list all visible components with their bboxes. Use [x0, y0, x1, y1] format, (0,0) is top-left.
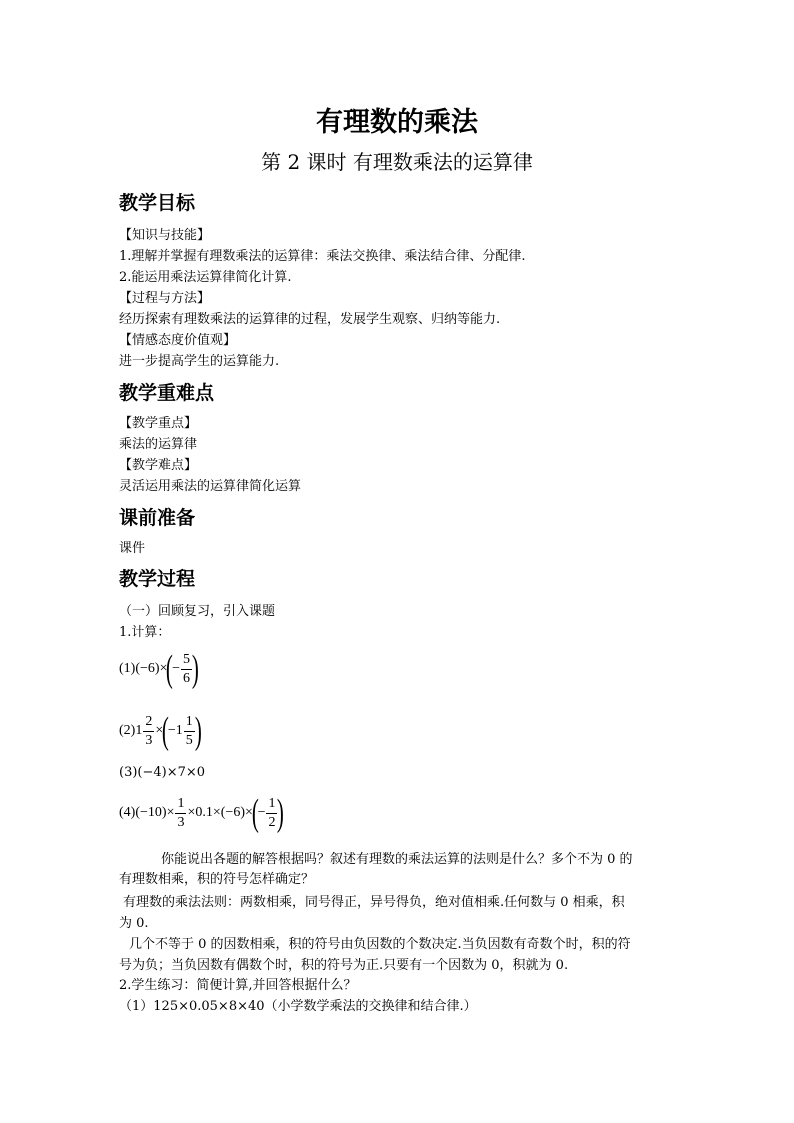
sign-rule-line-1: 几个不等于 0 的因数相乘，积的符号由负因数的个数决定.当负因数有奇数个时，积的符 [129, 937, 631, 952]
right-paren: ) [191, 648, 199, 690]
heading-preparation: 课前准备 [119, 507, 196, 529]
fraction [175, 797, 186, 830]
fraction [266, 797, 277, 830]
exercise-4 [119, 792, 283, 834]
numerator: 5 [181, 653, 192, 670]
sign-rule-line-2: 号为负；当负因数有偶数个时，积的符号为正.只要有一个因数为 0，积就为 0. [119, 958, 569, 973]
left-paren: ( [166, 648, 174, 690]
exercise-index: (4) [119, 805, 136, 820]
heading-objectives: 教学目标 [119, 192, 196, 214]
rule-line-1: 有理数的乘法法则：两数相乘，同号得正，异号得负，绝对值相乘.任何数与 0 相乘，积 [123, 895, 625, 910]
focus-label: 【教学重点】 [119, 416, 198, 431]
page-title: 有理数的乘法 [316, 107, 478, 138]
numerator: 1 [175, 797, 186, 814]
exercise-index: (2) [119, 723, 136, 738]
page-subtitle: 第 2 课时 有理数乘法的运算律 [261, 150, 533, 174]
minus-sign: − [257, 805, 266, 820]
process-label: 【过程与方法】 [119, 291, 211, 306]
whole-part: 1 [175, 723, 183, 738]
factor: (−6) [135, 661, 160, 676]
exercise-3: (3)(−4)×7×0 [119, 765, 206, 780]
calc-label: 1.计算： [119, 625, 171, 640]
preparation-text: 课件 [119, 541, 146, 556]
times-sign: × [245, 805, 253, 820]
numerator: 1 [184, 715, 195, 732]
times-sign: × [159, 661, 168, 676]
factor: (−10) [135, 805, 167, 820]
knowledge-label: 【知识与技能】 [119, 228, 211, 243]
mixed-number [176, 715, 196, 748]
left-paren: ( [162, 710, 170, 752]
difficulty-text: 灵活运用乘法的运算律简化运算 [119, 479, 302, 494]
question-line-1: 你能说出各题的解答根据吗？叙述有理数的乘法运算的法则是什么？多个不为 0 的 [161, 852, 633, 867]
right-paren: ) [194, 710, 202, 752]
right-paren: ) [277, 792, 285, 834]
exercise-index: (1) [119, 661, 136, 676]
minus-sign: − [167, 723, 176, 738]
denominator: 3 [177, 814, 185, 830]
denominator: 3 [145, 732, 153, 748]
difficulty-label: 【教学难点】 [119, 458, 198, 473]
exercise-1 [119, 648, 198, 690]
denominator: 2 [268, 814, 276, 830]
fraction [181, 653, 192, 686]
mixed-number [135, 715, 155, 748]
minus-sign: − [172, 661, 181, 676]
times-sign: × [155, 723, 164, 738]
emotion-label: 【情感态度价值观】 [119, 333, 237, 348]
knowledge-item-2: 2.能运用乘法运算律简化计算. [119, 270, 292, 285]
practice-item-1: （1）125×0.05×8×40（小学数学乘法的交换律和结合律.） [119, 999, 477, 1014]
fraction [184, 715, 195, 748]
left-paren: ( [251, 792, 259, 834]
heading-key-points: 教学重难点 [119, 382, 215, 404]
knowledge-item-1: 1.理解并掌握有理数乘法的运算律：乘法交换律、乘法结合律、分配律. [119, 249, 526, 264]
emotion-text: 进一步提高学生的运算能力. [119, 354, 280, 369]
focus-text: 乘法的运算律 [119, 437, 198, 452]
whole-part: 1 [135, 723, 143, 738]
factor: (−6) [220, 805, 245, 820]
process-text: 经历探索有理数乘法的运算律的过程，发展学生观察、归纳等能力. [119, 312, 501, 327]
numerator: 2 [143, 715, 154, 732]
denominator: 5 [185, 732, 193, 748]
exercise-2 [119, 710, 200, 752]
times-sign: × [166, 805, 175, 820]
process-part1: （一）回顾复习，引入课题 [119, 604, 276, 619]
heading-process: 教学过程 [119, 568, 196, 590]
question-line-2: 有理数相乘，积的符号怎样确定？ [119, 872, 315, 887]
fraction [143, 715, 154, 748]
denominator: 6 [183, 670, 191, 686]
practice-label: 2.学生练习：简便计算,并回答根据什么？ [119, 978, 357, 993]
times-sign: ×0.1× [187, 805, 221, 820]
numerator: 1 [266, 797, 277, 814]
rule-line-2: 为 0. [119, 916, 149, 931]
